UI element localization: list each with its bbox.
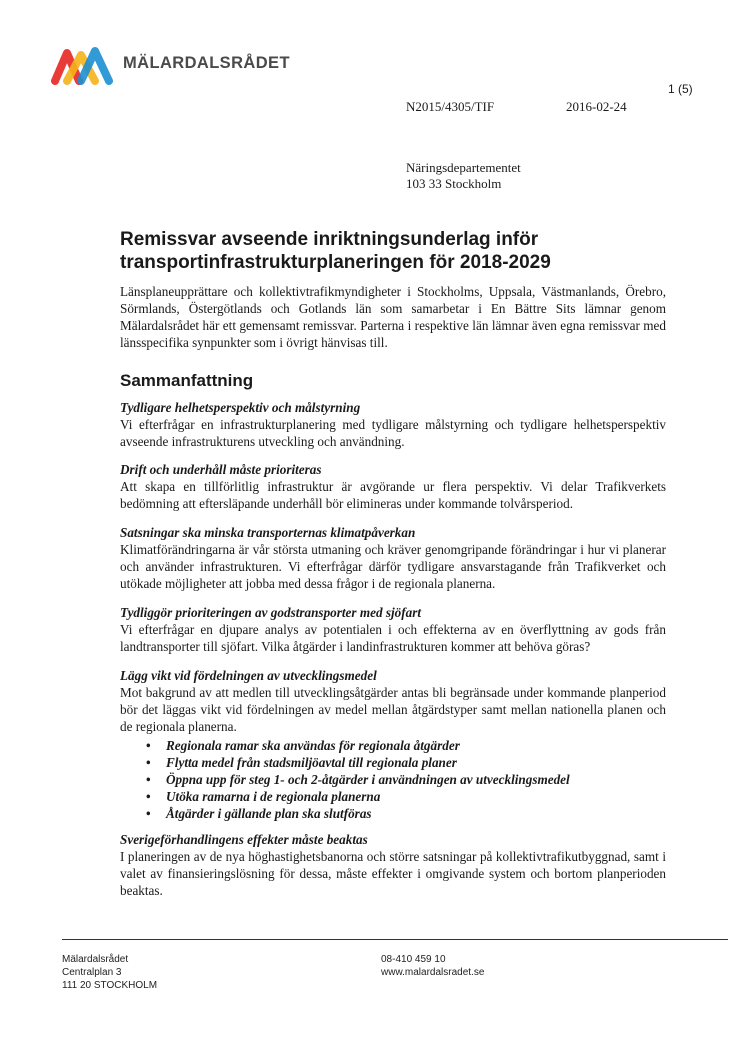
recipient-name: Näringsdepartementet (406, 160, 521, 175)
bullet-icon: • (146, 789, 151, 804)
document-date: 2016-02-24 (566, 99, 627, 114)
section-heading: Tydliggör prioriteringen av godstransporter med sjöfart (120, 605, 422, 620)
section-body: Vi efterfrågar en infrastrukturplanering med tydligare målstyrning och tydligare helhetsperspektiv avseende infrastrukturens utveckling och användning. (120, 417, 666, 449)
reference-number: N2015/4305/TIF (406, 99, 495, 114)
list-item: • Regionala ramar ska användas för regionala åtgärder (146, 738, 460, 753)
logo-text: MÄLARDALSRÅDET (123, 54, 290, 72)
section-utvecklingsmedel (120, 667, 666, 822)
list-item: • Utöka ramarna i de regionala planerna (146, 789, 381, 804)
section-sverigeforhandlingen (120, 831, 666, 899)
section-body: Klimatförändringarna är vår största utmaning och kräver genomgripande förändringar i hur vi planerar och använder infrastrukturen. Vi efterfrågar därför tydligare ansvarstagande från Trafikverket och utökade möjligheter att jobba med dessa frågor i de regionala planerna. (120, 542, 666, 591)
organization-logo (51, 45, 291, 87)
section-drift-underhall (120, 461, 666, 512)
section-heading: Sverigeförhandlingens effekter måste beaktas (120, 832, 368, 847)
bullet-icon: • (146, 738, 151, 753)
list-item: • Flytta medel från stadsmiljöavtal till regionala planer (146, 755, 457, 770)
section-body: Att skapa en tillförlitlig infrastruktur är avgörande ur flera perspektiv. Vi delar Trafikverkets bedömning att eftersläpande underhåll bör elimineras under kommande tolvårsperiod. (120, 479, 666, 511)
section-helhetsperspektiv (120, 399, 666, 450)
footer-postal: 111 20 STOCKHOLM (62, 980, 158, 991)
section-body: Mot bakgrund av att medlen till utvecklingsåtgärder antas bli begränsade under kommande planperiod bör det läggas vikt vid fördelningen av medel mellan åtgärdstyper samt mellan nationella planen och de regionala planerna. (120, 685, 666, 734)
page-number: 1 (5) (668, 82, 693, 96)
section-heading: Satsningar ska minska transporternas klimatpåverkan (120, 525, 416, 540)
section-heading: Drift och underhåll måste prioriteras (120, 462, 322, 477)
recipient-address (406, 160, 521, 192)
footer-org-name: Mälardalsrådet (62, 954, 129, 965)
summary-heading: Sammanfattning (120, 371, 254, 390)
section-godstransporter (120, 604, 666, 655)
section-heading: Lägg vikt vid fördelningen av utvecklingsmedel (120, 668, 377, 683)
section-heading: Tydligare helhetsperspektiv och målstyrning (120, 400, 361, 415)
priority-list (120, 737, 666, 822)
bullet-icon: • (146, 772, 151, 787)
footer-divider (62, 939, 728, 940)
footer-website: www.malardalsradet.se (381, 967, 485, 978)
list-item: • Åtgärder i gällande plan ska slutföras (146, 806, 372, 821)
logo-mark-icon (51, 45, 115, 85)
bullet-icon: • (146, 755, 151, 770)
footer-phone: 08-410 459 10 (381, 954, 446, 965)
bullet-icon: • (146, 806, 151, 821)
recipient-city: 103 33 Stockholm (406, 176, 502, 191)
intro-paragraph: Länsplaneupprättare och kollektivtrafikmyndigheter i Stockholms, Uppsala, Västmanlands, Örebro, Sörmlands, Östergötlands och Gotlands län som samarbetar i En Bättre Sits lämnar genom Mälardalsrådet här ett gemensamt remissvar. Parterna i respektive län lämnar även egna remissvar med länsspecifika synpunkter som i övrigt hänvisas till. (120, 284, 666, 350)
footer-street: Centralplan 3 (62, 967, 122, 978)
section-body: I planeringen av de nya höghastighetsbanorna och större satsningar på kollektivtrafikutbyggnad, samt i valet av finansieringslösning för dessa, måste effekter i omgivande system och bortom planperioden beaktas. (120, 849, 666, 898)
footer-contact (381, 953, 484, 979)
section-klimatpaverkan (120, 524, 666, 592)
list-item: • Öppna upp för steg 1- och 2-åtgärder i användningen av utvecklingsmedel (146, 772, 570, 787)
footer-address (62, 953, 157, 992)
section-body: Vi efterfrågar en djupare analys av potentialen i och effekterna av en överflyttning av gods från landtransporter till sjöfart. Vilka åtgärder i landinfrastrukturen kommer att behöva göras? (120, 622, 666, 654)
document-title: Remissvar avseende inriktningsunderlag inför transportinfrastrukturplaneringen för 2018-2029 (120, 229, 551, 273)
